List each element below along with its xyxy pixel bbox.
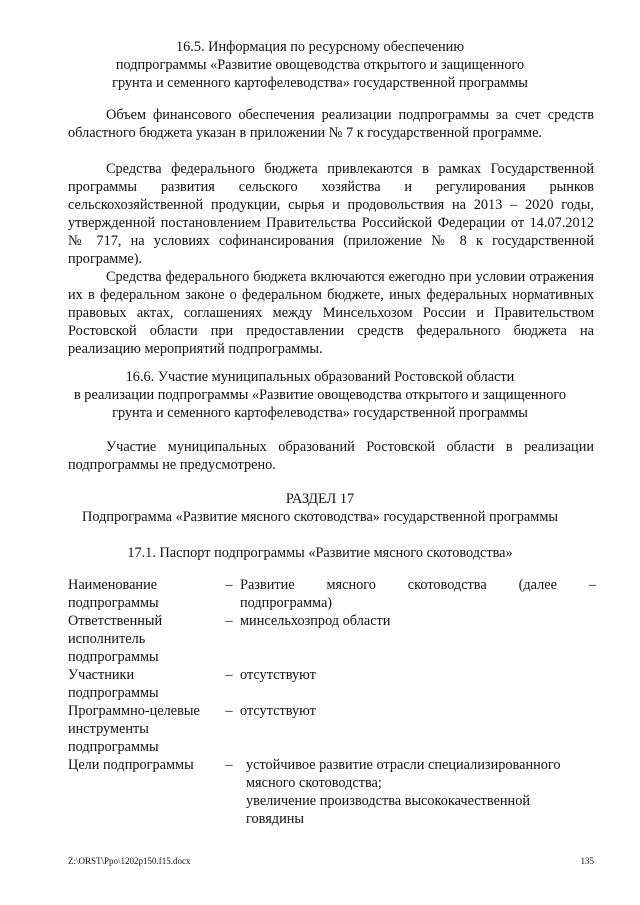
passport-title xyxy=(60,544,580,562)
heading-line: в реализации подпрограммы «Развитие овощеводства открытого и защищенного xyxy=(73,387,567,403)
key-line: Цели подпрограммы xyxy=(68,757,194,773)
row-value xyxy=(240,756,596,828)
passport-row-executor xyxy=(68,612,596,666)
passport-title-text: 17.1. Паспорт подпрограммы «Развитие мясного скотоводства» xyxy=(127,545,513,561)
row-value xyxy=(240,576,596,612)
key-line: подпрограммы xyxy=(68,595,159,611)
value-line: увеличение производства высококачественной xyxy=(246,793,531,809)
heading-line: грунта и семенного картофелеводства» государственной программы xyxy=(112,405,528,421)
value-line: Развитие мясного скотоводства (далее – xyxy=(240,577,596,593)
row-key xyxy=(68,702,218,756)
footer-file-path: Z:\ORST\Ppo\1202p150.f15.docx xyxy=(68,856,191,866)
row-dash: – xyxy=(225,667,233,683)
key-line: подпрограммы xyxy=(68,739,159,755)
key-line: Участники xyxy=(68,667,135,683)
value-line: отсутствуют xyxy=(240,703,316,719)
row-key xyxy=(68,612,218,666)
row-dash: – xyxy=(225,757,233,773)
value-line: подпрограмма) xyxy=(240,595,333,611)
key-line: Программно-целевые xyxy=(68,703,200,719)
row-dash: – xyxy=(225,613,233,629)
key-line: подпрограммы xyxy=(68,685,159,701)
row-value xyxy=(240,666,596,702)
value-line: минсельхозпрод области xyxy=(240,613,391,629)
row-key xyxy=(68,756,218,828)
heading-line: 16.5. Информация по ресурсному обеспечению xyxy=(176,39,464,55)
passport-table xyxy=(68,576,596,828)
key-line: Наименование xyxy=(68,577,158,593)
section-16-6-heading xyxy=(60,368,580,422)
section-17-title xyxy=(60,490,580,508)
paragraph-financing: Объем финансового обеспечения реализации подпрограммы за счет средств областного бюджета указан в приложении № 7 к государственной программе. xyxy=(68,107,594,141)
passport-row-participants xyxy=(68,666,596,702)
section-title: РАЗДЕЛ 17 xyxy=(285,491,355,507)
row-dash: – xyxy=(225,703,233,719)
row-value xyxy=(240,702,596,756)
paragraph-municipal: Участие муниципальных образований Ростовской области в реализации подпрограммы не предусмотрено. xyxy=(68,439,594,473)
section-16-5-heading xyxy=(60,38,580,92)
value-line: устойчивое развитие отрасли специализированного xyxy=(246,757,561,773)
passport-row-instruments xyxy=(68,702,596,756)
heading-line: 16.6. Участие муниципальных образований Ростовской области xyxy=(125,369,515,385)
value-line: отсутствуют xyxy=(240,667,316,683)
row-key xyxy=(68,666,218,702)
paragraph-federal-inclusion: Средства федерального бюджета включаются ежегодно при условии отражения их в федеральном законе о федеральном бюджете, иных федеральных нормативных правовых актах, соглашениях между Минсельхозом России и Правительством Ростовской области при предоставлении средств федерального бюджета на реализацию мероприятий подпрограммы. xyxy=(68,269,594,357)
footer-page-number: 135 xyxy=(580,856,594,866)
paragraph-federal-funds: Средства федерального бюджета привлекаются в рамках Государственной программы развития сельского хозяйства и регулирования рынков сельскохозяйственной продукции, сырья и продовольствия на 2013 – 2020 годы, утвержденной постановлением Правительства Российской Федерации от 14.07.2012 № 717, на условиях софинансирования (приложение № 8 к государственной программе). xyxy=(68,161,594,267)
value-line: мясного скотоводства; xyxy=(246,775,382,791)
heading-line: грунта и семенного картофелеводства» государственной программы xyxy=(112,75,528,91)
section-17-subtitle xyxy=(60,508,580,526)
heading-line: подпрограммы «Развитие овощеводства открытого и защищенного xyxy=(115,57,525,73)
key-line: Ответственный xyxy=(68,613,163,629)
passport-row-name xyxy=(68,576,596,612)
key-line: инструменты xyxy=(68,721,149,737)
row-key xyxy=(68,576,218,612)
passport-row-goals xyxy=(68,756,596,828)
row-dash: – xyxy=(225,577,233,593)
key-line: подпрограммы xyxy=(68,649,159,665)
section-subtitle: Подпрограмма «Развитие мясного скотоводства» государственной программы xyxy=(82,509,558,525)
row-value xyxy=(240,612,596,666)
key-line: исполнитель xyxy=(68,631,146,647)
value-line: говядины xyxy=(246,811,304,827)
